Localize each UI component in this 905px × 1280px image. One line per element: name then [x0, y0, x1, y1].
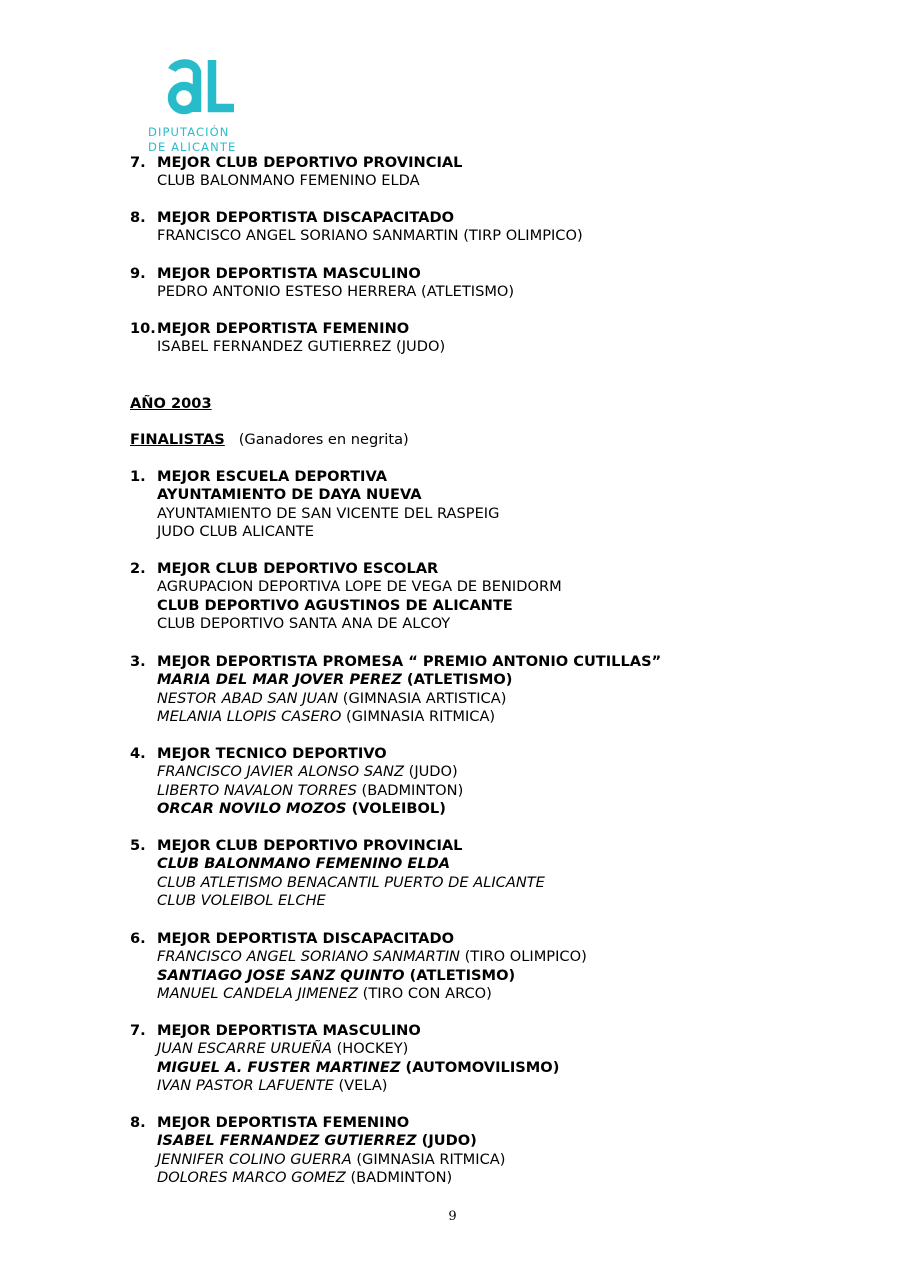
finalist-winner: MIGUEL A. FUSTER MARTINEZ (AUTOMOVILISMO): [157, 1058, 560, 1076]
award-item-7-prev: 7. MEJOR CLUB DEPORTIVO PROVINCIAL CLUB BALONMANO FEMENINO ELDA: [130, 154, 870, 191]
diputacion-logo: [148, 54, 248, 154]
finalist-winner: SANTIAGO JOSE SANZ QUINTO (ATLETISMO): [157, 966, 516, 984]
finalist-winner: CLUB DEPORTIVO AGUSTINOS DE ALICANTE: [157, 596, 513, 614]
award-winner: ISABEL FERNANDEZ GUTIERREZ (JUDO): [157, 338, 446, 356]
finalist: CLUB DEPORTIVO SANTA ANA DE ALCOY: [157, 614, 451, 632]
logo-text-line2: DE ALICANTE: [148, 140, 237, 154]
year-heading: AÑO 2003: [130, 395, 212, 412]
category-title: MEJOR TECNICO DEPORTIVO: [157, 745, 387, 762]
category-item-6: 6. MEJOR DEPORTISTA DISCAPACITADO FRANCISCO ANGEL SORIANO SANMARTIN (TIRO OLIMPICO) SANTIAGO JOSE SANZ QUINTO (ATLETISMO) MANUEL CANDELA JIMENEZ (TIRO CON ARCO): [130, 930, 870, 1003]
finalist-winner: AYUNTAMIENTO DE DAYA NUEVA: [157, 486, 422, 504]
finalist: JUDO CLUB ALICANTE: [157, 522, 314, 540]
category-item-3: 3. MEJOR DEPORTISTA PROMESA “ PREMIO ANTONIO CUTILLAS” MARIA DEL MAR JOVER PEREZ (ATLETISMO) NESTOR ABAD SAN JUAN (GIMNASIA ARTISTICA) MELANIA LLOPIS CASERO (GIMNASIA RITMICA): [130, 653, 870, 726]
finalistas-label: FINALISTAS: [130, 431, 225, 448]
finalist: FRANCISCO JAVIER ALONSO SANZ (JUDO): [157, 763, 458, 781]
finalist-winner: CLUB BALONMANO FEMENINO ELDA: [157, 855, 451, 873]
finalist: CLUB VOLEIBOL ELCHE: [157, 891, 326, 909]
finalist: DOLORES MARCO GOMEZ (BADMINTON): [157, 1168, 453, 1186]
finalist: LIBERTO NAVALON TORRES (BADMINTON): [157, 781, 464, 799]
finalist: AGRUPACION DEPORTIVA LOPE DE VEGA DE BENIDORM: [157, 578, 562, 596]
category-item-7: 7. MEJOR DEPORTISTA MASCULINO JUAN ESCARRE URUEÑA (HOCKEY) MIGUEL A. FUSTER MARTINEZ (AUTOMOVILISMO) IVAN PASTOR LAFUENTE (VELA): [130, 1022, 870, 1095]
award-title: MEJOR DEPORTISTA FEMENINO: [157, 320, 410, 337]
category-title: MEJOR DEPORTISTA DISCAPACITADO: [157, 930, 454, 947]
finalist: JUAN ESCARRE URUEÑA (HOCKEY): [157, 1040, 409, 1058]
award-item-9-prev: 9. MEJOR DEPORTISTA MASCULINO PEDRO ANTONIO ESTESO HERRERA (ATLETISMO): [130, 265, 870, 302]
finalist: MANUEL CANDELA JIMENEZ (TIRO CON ARCO): [157, 984, 492, 1002]
award-title: MEJOR DEPORTISTA MASCULINO: [157, 265, 421, 282]
category-item-1: 1. MEJOR ESCUELA DEPORTIVA AYUNTAMIENTO DE DAYA NUEVA AYUNTAMIENTO DE SAN VICENTE DEL RASPEIG JUDO CLUB ALICANTE: [130, 468, 870, 541]
page-number: 9: [448, 1209, 457, 1224]
finalist-winner: ORCAR NOVILO MOZOS (VOLEIBOL): [157, 799, 446, 817]
finalistas-note: (Ganadores en negrita): [238, 431, 409, 448]
award-winner: FRANCISCO ANGEL SORIANO SANMARTIN (TIRP OLIMPICO): [157, 227, 583, 245]
category-title: MEJOR CLUB DEPORTIVO PROVINCIAL: [157, 837, 463, 854]
al-logo-icon: [164, 56, 240, 116]
award-title: MEJOR CLUB DEPORTIVO PROVINCIAL: [157, 154, 463, 171]
finalist-winner: MARIA DEL MAR JOVER PEREZ (ATLETISMO): [157, 671, 513, 689]
award-title: MEJOR DEPORTISTA DISCAPACITADO: [157, 209, 454, 226]
award-item-8-prev: 8. MEJOR DEPORTISTA DISCAPACITADO FRANCISCO ANGEL SORIANO SANMARTIN (TIRP OLIMPICO): [130, 209, 870, 246]
category-item-8: 8. MEJOR DEPORTISTA FEMENINO ISABEL FERNANDEZ GUTIERREZ (JUDO) JENNIFER COLINO GUERRA (GIMNASIA RITMICA) DOLORES MARCO GOMEZ (BADMINTON): [130, 1114, 870, 1187]
category-title: MEJOR ESCUELA DEPORTIVA: [157, 468, 388, 485]
category-item-4: 4. MEJOR TECNICO DEPORTIVO FRANCISCO JAVIER ALONSO SANZ (JUDO) LIBERTO NAVALON TORRES (BADMINTON) ORCAR NOVILO MOZOS (VOLEIBOL): [130, 745, 870, 818]
finalist: CLUB ATLETISMO BENACANTIL PUERTO DE ALICANTE: [157, 873, 545, 891]
finalistas-row: [130, 431, 409, 449]
finalist-winner: ISABEL FERNANDEZ GUTIERREZ (JUDO): [157, 1132, 477, 1150]
award-item-10-prev: 10. MEJOR DEPORTISTA FEMENINO ISABEL FERNANDEZ GUTIERREZ (JUDO): [130, 320, 870, 357]
category-item-2: 2. MEJOR CLUB DEPORTIVO ESCOLAR AGRUPACION DEPORTIVA LOPE DE VEGA DE BENIDORM CLUB DEPORTIVO AGUSTINOS DE ALICANTE CLUB DEPORTIVO SANTA ANA DE ALCOY: [130, 560, 870, 633]
award-winner: CLUB BALONMANO FEMENINO ELDA: [157, 172, 420, 190]
finalist: MELANIA LLOPIS CASERO (GIMNASIA RITMICA): [157, 707, 496, 725]
logo-text-line1: DIPUTACIÓN: [148, 125, 230, 139]
category-title: MEJOR DEPORTISTA MASCULINO: [157, 1022, 421, 1039]
category-title: MEJOR DEPORTISTA FEMENINO: [157, 1114, 410, 1131]
category-title: MEJOR DEPORTISTA PROMESA “ PREMIO ANTONIO CUTILLAS”: [157, 653, 662, 670]
finalist: IVAN PASTOR LAFUENTE (VELA): [157, 1076, 388, 1094]
finalist: NESTOR ABAD SAN JUAN (GIMNASIA ARTISTICA): [157, 689, 507, 707]
category-title: MEJOR CLUB DEPORTIVO ESCOLAR: [157, 560, 439, 577]
finalist: AYUNTAMIENTO DE SAN VICENTE DEL RASPEIG: [157, 504, 500, 522]
award-winner: PEDRO ANTONIO ESTESO HERRERA (ATLETISMO): [157, 283, 515, 301]
finalist: JENNIFER COLINO GUERRA (GIMNASIA RITMICA): [157, 1150, 506, 1168]
finalist: FRANCISCO ANGEL SORIANO SANMARTIN (TIRO OLIMPICO): [157, 948, 587, 966]
category-item-5: 5. MEJOR CLUB DEPORTIVO PROVINCIAL CLUB BALONMANO FEMENINO ELDA CLUB ATLETISMO BENACANTIL PUERTO DE ALICANTE CLUB VOLEIBOL ELCHE: [130, 837, 870, 910]
